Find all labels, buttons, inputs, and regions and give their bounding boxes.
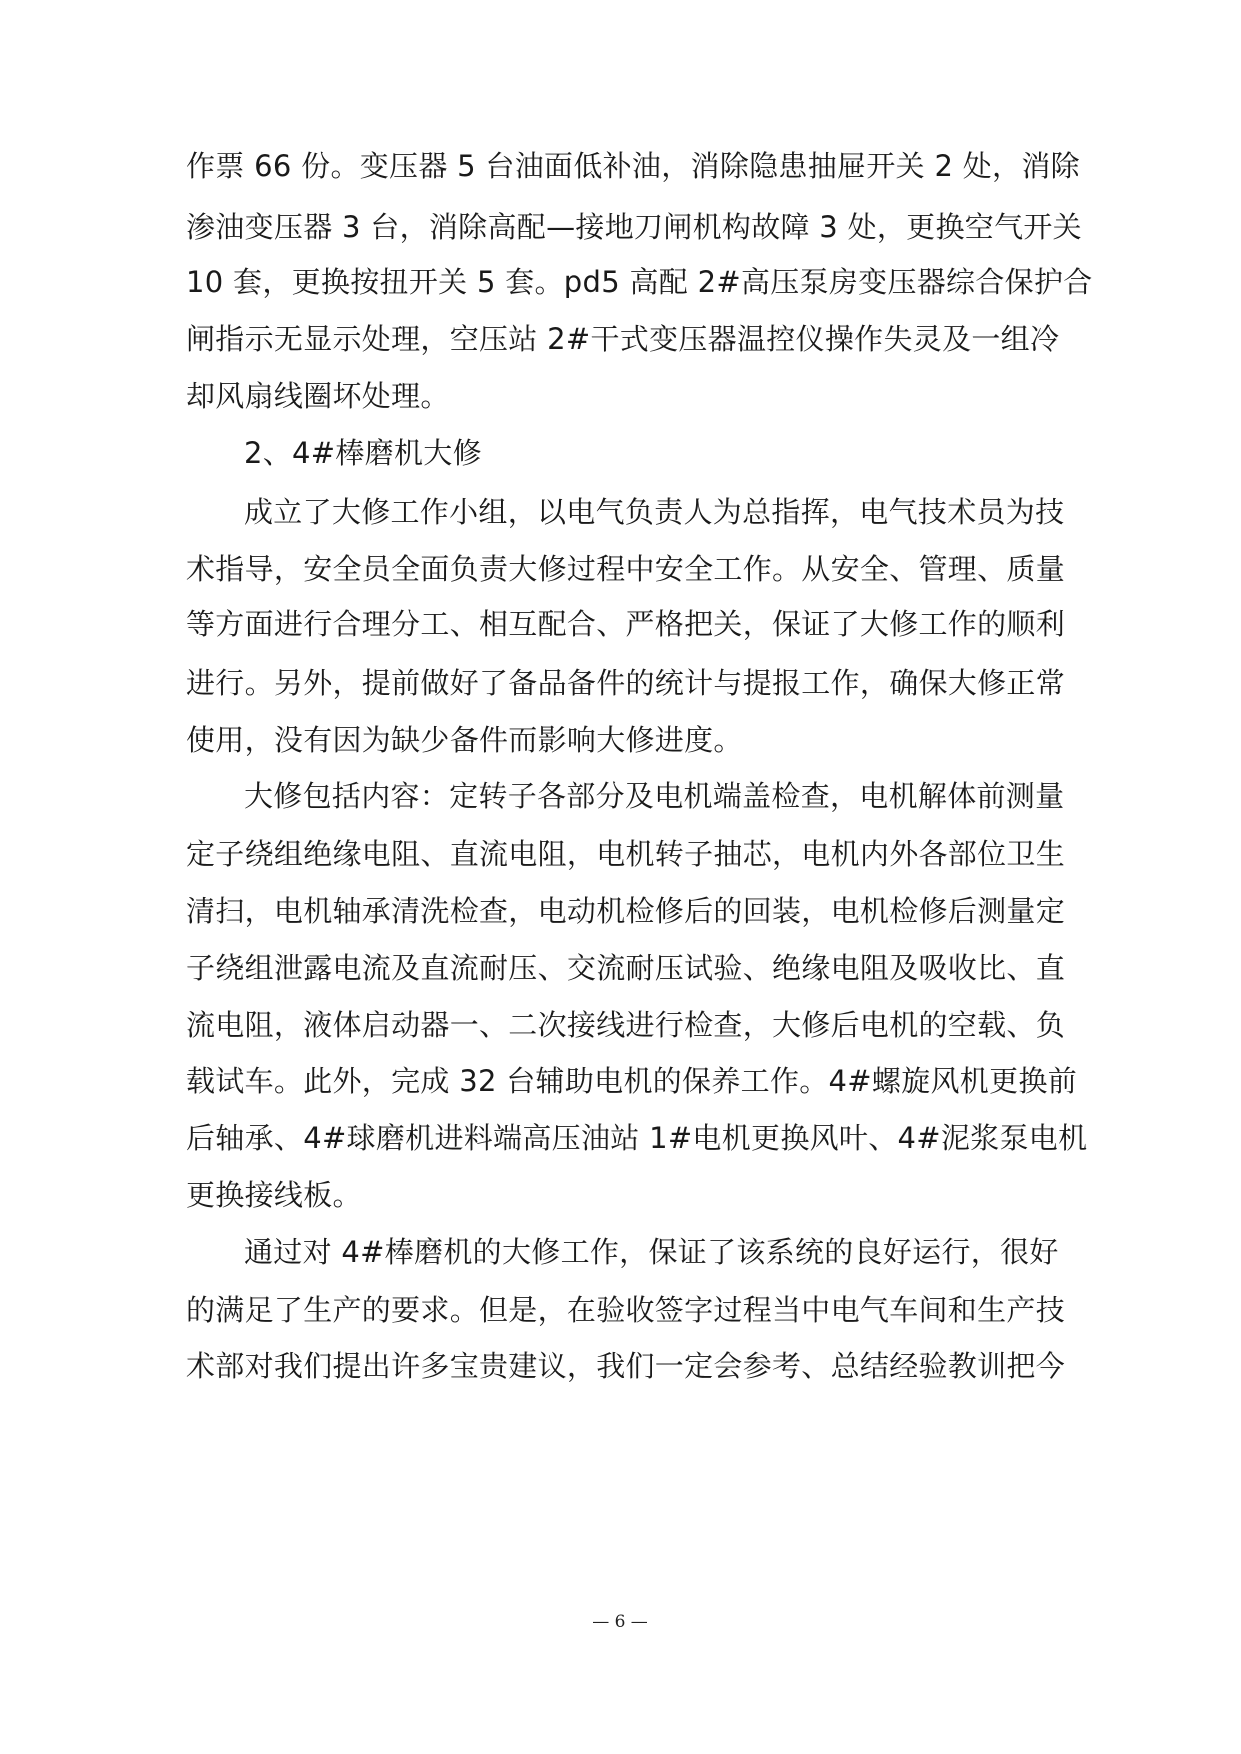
body-text-line: 定子绕组绝缘电阻、直流电阻，电机转子抽芯，电机内外各部位卫生 xyxy=(186,837,1066,871)
body-text-line: 后轴承、4#球磨机进料端高压油站 1#电机更换风叶、4#泥浆泵电机 xyxy=(186,1121,1088,1155)
body-text-line: 10 套，更换按扭开关 5 套。pd5 高配 2#高压泵房变压器综合保护合 xyxy=(186,265,1093,299)
page-number: — 6 — xyxy=(592,1612,648,1632)
body-text-line: 载试车。此外，完成 32 台辅助电机的保养工作。4#螺旋风机更换前 xyxy=(186,1064,1077,1098)
body-text-line: 进行。另外，提前做好了备品备件的统计与提报工作，确保大修正常 xyxy=(186,666,1066,700)
body-text-line: 更换接线板。 xyxy=(186,1178,362,1212)
body-text-line: 闸指示无显示处理，空压站 2#干式变压器温控仪操作失灵及一组冷 xyxy=(186,322,1060,356)
body-text-line: 通过对 4#棒磨机的大修工作，保证了该系统的良好运行，很好 xyxy=(244,1235,1059,1269)
body-text-line: 却风扇线圈坏处理。 xyxy=(186,379,450,413)
body-text-line: 流电阻，液体启动器一、二次接线进行检查，大修后电机的空载、负 xyxy=(186,1008,1066,1042)
body-text-line: 使用，没有因为缺少备件而影响大修进度。 xyxy=(186,723,743,757)
body-text-line: 成立了大修工作小组，以电气负责人为总指挥，电气技术员为技 xyxy=(244,495,1065,529)
body-text-line: 大修包括内容：定转子各部分及电机端盖检查，电机解体前测量 xyxy=(244,779,1065,813)
section-heading: 2、4#棒磨机大修 xyxy=(244,436,482,470)
body-text-line: 渗油变压器 3 台，消除高配—接地刀闸机构故障 3 处，更换空气开关 xyxy=(186,210,1082,244)
body-text-line: 子绕组泄露电流及直流耐压、交流耐压试验、绝缘电阻及吸收比、直 xyxy=(186,951,1066,985)
body-text-line: 作票 66 份。变压器 5 台油面低补油，消除隐患抽屉开关 2 处，消除 xyxy=(186,149,1080,183)
body-text-line: 清扫，电机轴承清洗检查，电动机检修后的回装，电机检修后测量定 xyxy=(186,894,1066,928)
body-text-line: 的满足了生产的要求。但是，在验收签字过程当中电气车间和生产技 xyxy=(186,1293,1066,1327)
body-text-line: 术部对我们提出许多宝贵建议，我们一定会参考、总结经验教训把今 xyxy=(186,1349,1066,1383)
body-text-line: 等方面进行合理分工、相互配合、严格把关，保证了大修工作的顺利 xyxy=(186,607,1066,641)
body-text-line: 术指导，安全员全面负责大修过程中安全工作。从安全、管理、质量 xyxy=(186,552,1066,586)
